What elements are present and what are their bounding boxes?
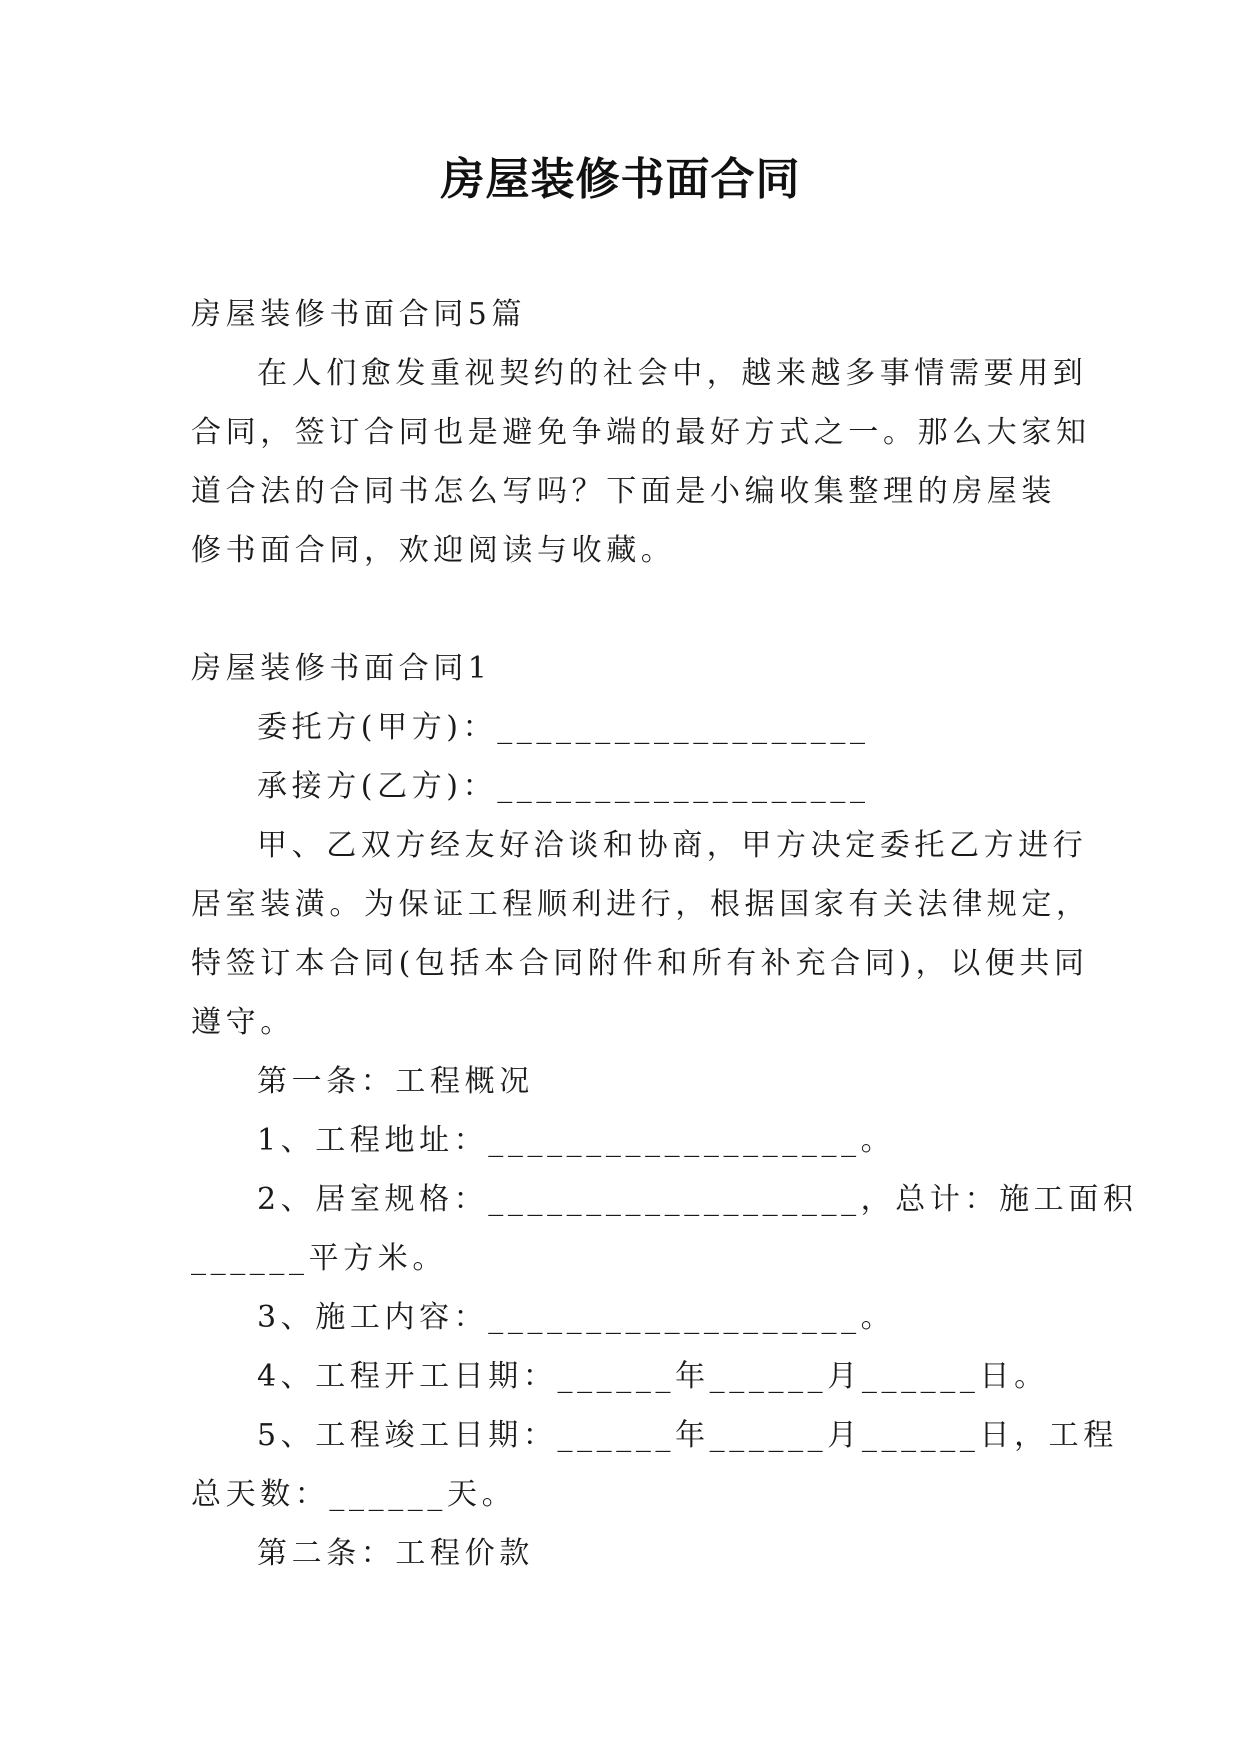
paragraph-line: 居室装潢。为保证工程顺利进行，根据国家有关法律规定，: [191, 887, 1091, 922]
paragraph-line: 合同，签订合同也是避免争端的最好方式之一。那么大家知: [191, 415, 1091, 450]
paragraph-line: 特签订本合同(包括本合同附件和所有补充合同)，以便共同: [191, 946, 1089, 981]
paragraph-line: 道合法的合同书怎么写吗？下面是小编收集整理的房屋装: [191, 474, 1056, 509]
paragraph-line: 5、工程竣工日期：______年______月______日，工程: [257, 1418, 1118, 1453]
paragraph-line: 总天数：______天。: [191, 1477, 517, 1512]
paragraph-line: 甲、乙双方经友好洽谈和协商，甲方决定委托乙方进行: [257, 828, 1088, 863]
blank-line: [191, 580, 1051, 639]
paragraph-line: 承接方(乙方)：___________________: [257, 769, 870, 804]
paragraph-line: 4、工程开工日期：______年______月______日。: [257, 1359, 1049, 1394]
paragraph-line: 房屋装修书面合同5篇: [191, 297, 527, 332]
paragraph-line: 3、施工内容：___________________。: [257, 1300, 896, 1335]
document-body: [191, 285, 1138, 1583]
paragraph-line: 房屋装修书面合同1: [191, 651, 492, 686]
paragraph-line: 委托方(甲方)：___________________: [257, 710, 870, 745]
paragraph-line: 在人们愈发重视契约的社会中，越来越多事情需要用到: [257, 356, 1088, 391]
paragraph-line: 第二条：工程价款: [257, 1536, 534, 1571]
paragraph-line: 遵守。: [191, 1005, 295, 1040]
paragraph-line: 2、居室规格：___________________，总计：施工面积: [257, 1182, 1138, 1217]
document-title: 房屋装修书面合同: [440, 154, 801, 205]
paragraph-line: 1、工程地址：___________________。: [257, 1123, 896, 1158]
paragraph-line: 第一条：工程概况: [257, 1064, 534, 1099]
paragraph-line: 修书面合同，欢迎阅读与收藏。: [191, 533, 676, 568]
paragraph-line: ______平方米。: [191, 1241, 447, 1276]
